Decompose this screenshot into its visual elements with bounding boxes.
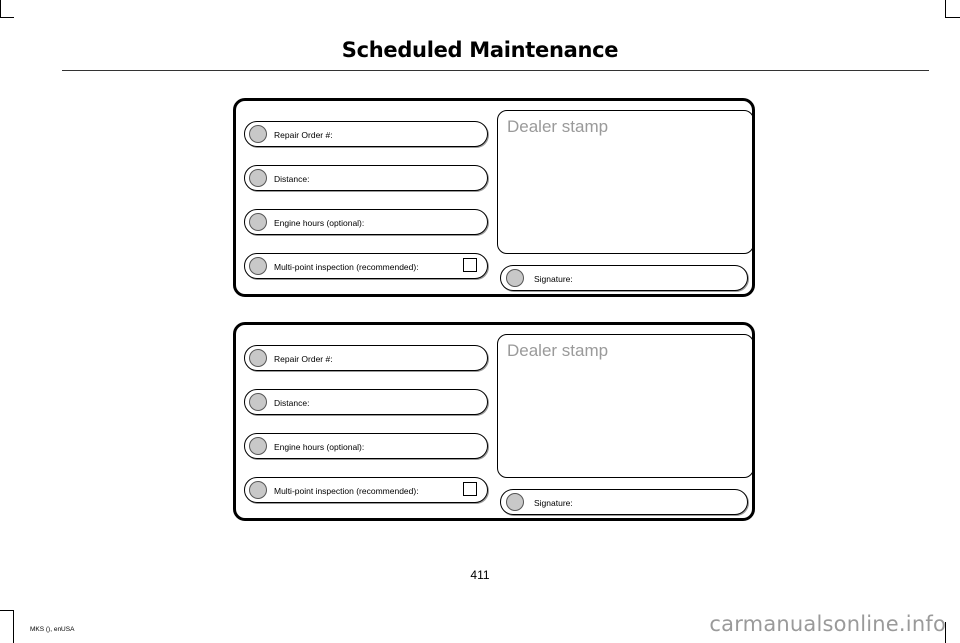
crop-mark	[0, 0, 1, 18]
field-label: Signature:	[534, 274, 573, 284]
page-title: Scheduled Maintenance	[341, 38, 619, 62]
field-label: Signature:	[534, 498, 573, 508]
inspection-checkbox[interactable]	[463, 482, 477, 496]
field-label: Engine hours (optional):	[274, 442, 365, 452]
repair-order-field[interactable]	[244, 345, 488, 371]
distance-field[interactable]	[244, 165, 488, 191]
bullet-icon	[506, 269, 524, 287]
field-label: Engine hours (optional):	[274, 218, 365, 228]
signature-field[interactable]	[500, 489, 748, 515]
bullet-icon	[249, 257, 267, 275]
bullet-icon	[249, 169, 267, 187]
title-divider	[62, 70, 929, 71]
bullet-icon	[249, 349, 267, 367]
repair-order-field[interactable]	[244, 121, 488, 147]
bullet-icon	[249, 213, 267, 231]
field-label: Multi-point inspection (recommended):	[274, 262, 419, 272]
field-label: Distance:	[274, 398, 310, 408]
bullet-icon	[506, 493, 524, 511]
crop-mark	[945, 17, 960, 18]
engine-hours-field[interactable]	[244, 209, 488, 235]
footer-text: MKS (), enUSA	[30, 626, 75, 633]
maintenance-record-card	[233, 98, 755, 297]
distance-field[interactable]	[244, 389, 488, 415]
watermark: carmanualsonline.info	[709, 612, 946, 636]
dealer-stamp-box	[497, 334, 754, 478]
dealer-stamp-label: Dealer stamp	[507, 117, 609, 136]
bullet-icon	[249, 481, 267, 499]
dealer-stamp-label: Dealer stamp	[507, 341, 609, 360]
field-label: Multi-point inspection (recommended):	[274, 486, 419, 496]
bullet-icon	[249, 393, 267, 411]
crop-mark	[945, 0, 946, 18]
bullet-icon	[249, 437, 267, 455]
page-number: 411	[470, 568, 490, 582]
field-label: Distance:	[274, 174, 310, 184]
bullet-icon	[249, 125, 267, 143]
engine-hours-field[interactable]	[244, 433, 488, 459]
inspection-checkbox[interactable]	[463, 258, 477, 272]
maintenance-record-card	[233, 322, 755, 521]
field-label: Repair Order #:	[274, 130, 333, 140]
signature-field[interactable]	[500, 265, 748, 291]
multi-point-inspection-field	[244, 253, 488, 279]
crop-mark	[0, 610, 14, 611]
field-label: Repair Order #:	[274, 354, 333, 364]
dealer-stamp-box	[497, 110, 754, 254]
crop-mark	[13, 610, 14, 643]
multi-point-inspection-field	[244, 477, 488, 503]
crop-mark	[0, 17, 14, 18]
